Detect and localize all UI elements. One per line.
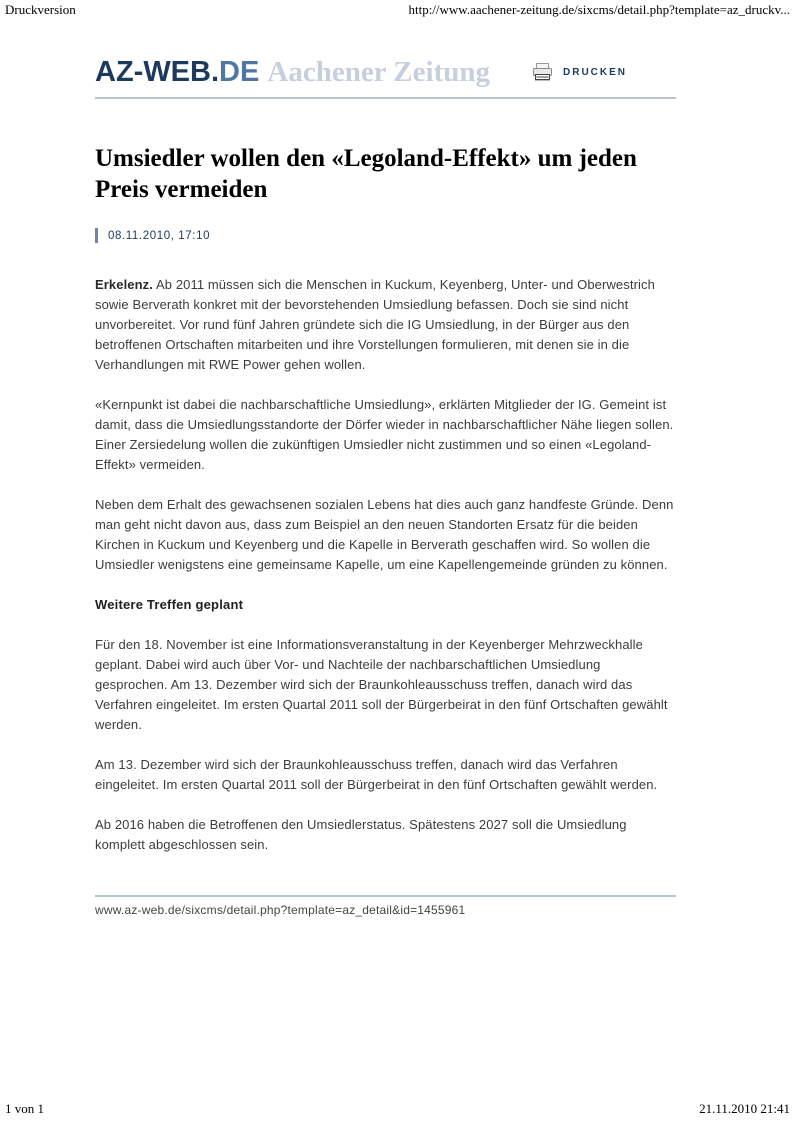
site-logo	[95, 56, 490, 88]
masthead	[95, 56, 676, 97]
article-page	[95, 56, 676, 917]
source-block	[95, 895, 676, 917]
print-button-label: DRUCKEN	[563, 66, 627, 78]
article-paragraph: Ab 2016 haben die Betroffenen den Umsiedlerstatus. Spätestens 2027 soll die Umsiedlung komplett abgeschlossen sein.	[95, 817, 627, 852]
print-footer	[5, 1101, 790, 1117]
article-paragraph: Für den 18. November ist eine Informationsveranstaltung in der Keyenberger Mehrzweckhalle geplant. Dabei wird auch über Vor- und Nachteile der nachbarschaftlichen Umsiedlung gesprochen. Am 13. Dezember wird sich der Braunkohleausschuss treffen, danach wird das Verfahren eingeleitet. Im ersten Quartal 2011 soll der Bürgerbeirat in den fünf Ortschaften gewählt werden.	[95, 637, 668, 732]
print-header-url: http://www.aachener-zeitung.de/sixcms/detail.php?template=az_druckv...	[408, 2, 790, 17]
logo-az-web: AZ-WEB.	[95, 56, 220, 88]
print-footer-timestamp: 21.11.2010 21:41	[699, 1101, 790, 1116]
paragraph-text: Ab 2011 müssen sich die Menschen in Kuckum, Keyenberg, Unter- und Oberwestrich sowie Berverath konkret mit der bevorstehenden Umsiedlung befassen. Doch sie sind nicht unvorbereitet. Vor rund fünf Jahren gründete sich die IG Umsiedlung, in der Bürger aus den betroffenen Ortschaften mitarbeiten und ihre Vorstellungen formulieren, mit denen sie in die Verhandlungen mit RWE Power gehen wollen.	[95, 277, 655, 372]
masthead-divider	[95, 97, 676, 99]
article-paragraph: Neben dem Erhalt des gewachsenen sozialen Lebens hat dies auch ganz handfeste Gründe. Denn man geht nicht davon aus, dass zum Beispiel an den neuen Standorten Ersatz für die beiden Kirchen in Kuckum und Keyenberg und die Kapelle in Berverath geschaffen wird. So wollen die Umsiedler wenigstens eine gemeinsame Kapelle, um eine Kapellengemeinde gründen zu können.	[95, 497, 674, 572]
dateline-marker	[95, 228, 98, 243]
article-paragraph: Am 13. Dezember wird sich der Braunkohleausschuss treffen, danach wird das Verfahren eingeleitet. Im ersten Quartal 2011 soll der Bürgerbeirat in den fünf Ortschaften gewählt werden.	[95, 757, 658, 792]
print-footer-page-number: 1 von 1	[5, 1101, 44, 1116]
article-subheading: Weitere Treffen geplant	[95, 597, 244, 612]
logo-aachener-zeitung: Aachener Zeitung	[267, 56, 490, 88]
print-header	[5, 2, 790, 18]
article-datetime: 08.11.2010, 17:10	[108, 229, 211, 242]
logo-de: DE	[219, 56, 260, 88]
paragraph-lead-location: Erkelenz.	[95, 277, 153, 292]
article-paragraph	[95, 275, 676, 375]
article-source-url: www.az-web.de/sixcms/detail.php?template=az_detail&id=1455961	[95, 903, 466, 917]
print-button[interactable]	[531, 62, 627, 82]
source-divider	[95, 895, 676, 897]
print-header-title: Druckversion	[5, 2, 76, 17]
article-dateline	[95, 228, 676, 243]
article-headline: Umsiedler wollen den «Legoland-Effekt» um jeden Preis vermeiden	[95, 145, 637, 203]
article-paragraph: «Kernpunkt ist dabei die nachbarschaftliche Umsiedlung», erklärten Mitglieder der IG. Gemeint ist damit, dass die Umsiedlungsstandorte der Dörfer wieder in nachbarschaftlicher Nähe liegen sollen. Einer Zersiedelung wollen die zukünftigen Umsiedler nicht zustimmen und so einen «Legoland-Effekt» vermeiden.	[95, 397, 674, 472]
printer-icon	[531, 62, 554, 82]
